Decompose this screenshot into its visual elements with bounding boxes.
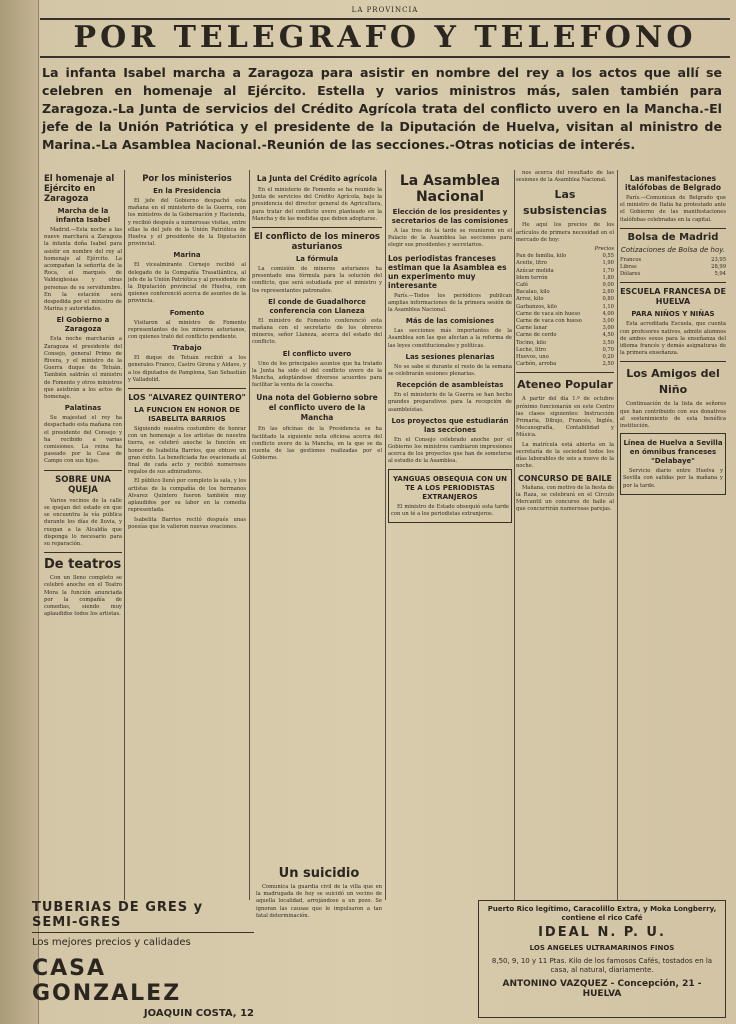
column-rule	[617, 170, 618, 900]
column-5	[516, 170, 614, 890]
boxed-note	[388, 469, 512, 523]
article-suicidio	[256, 866, 382, 920]
headline-queja: SOBRE UNA QUEJA	[55, 474, 111, 495]
price-row-price: 0,20	[602, 354, 614, 361]
bolsa-row-price: 5,94	[714, 271, 726, 278]
divider	[128, 388, 246, 389]
bolsa-row-price: 23,95	[711, 256, 726, 263]
bolsa-row-item: Francos	[620, 256, 642, 263]
headline-nota: Una nota del Gobierno sobre el conflicto uvero de la Mancha	[256, 393, 378, 423]
price-row-price: 1,70	[602, 267, 614, 274]
subhead-yanguas: YANGUAS OBSEQUIA CON UN TE A LOS PERIODISTAS EXTRANJEROS	[393, 474, 507, 501]
body-text: Con un lleno completo se celebró anoche en el Teatro Mora la función anunciada por la compañía de comedias, siendo muy aplaudidos todos los artistas.	[44, 575, 122, 618]
body-text: Mañana, con motivo de la fiesta de la Raza, se celebrará en el Círculo Mercantil un concurso de baile al que concurrirán numerosas parejas.	[516, 484, 614, 513]
price-row-price: 1,80	[602, 274, 614, 281]
subhead-gobierno: El Gobierno a Zaragoza	[56, 316, 110, 334]
price-row-item: Tocino, kilo	[516, 339, 547, 346]
price-row-price: 1,10	[602, 303, 614, 310]
masthead: LA PROVINCIA	[351, 6, 419, 14]
price-row-item: Garbanzos, kilo	[516, 303, 557, 310]
body-text: Madrid.—Esta noche a las nueve marchará a Zaragoza la infanta doña Isabel para asistir en nombre del rey al homenaje al Ejército. La acompañan la señorita de la Roca, el marqués de Valdeiglesias y otras personas de su servidumbre. En la estación será despedida por el ministro de Marina y autoridades.	[44, 227, 122, 313]
body-text: Las secciones más importantes de la Asamblea son las que afectan a la reforma de las leyes constitucionales y políticas.	[388, 328, 512, 349]
subhead-uvero: El conflicto uvero	[282, 349, 352, 358]
body-text: El vicealmirante Cornejo recibió al delegado de la Compañía Trasatlántica, al jefe de la Unión Patriótica y al presidente de la Diputación provincial de Huelva, con quienes conferenció acerca de asuntos de la provincia.	[128, 262, 246, 305]
price-row-item: Carne de vaca sin hueso	[516, 310, 581, 317]
subhead-presidencia: En la Presidencia	[153, 187, 221, 195]
body-text: En el ministerio de la Guerra se han hecho grandes preparativos para la recepción de asambleístas.	[388, 392, 512, 413]
price-row	[516, 275, 614, 282]
body-text: Continuación de la lista de señores que han contribuido con sus donativos al sostenimiento de esta benéfica institución.	[620, 401, 726, 430]
body-text: En el ministerio de Fomento se ha reunido la Junta de servicios del Crédito Agrícola, bajo la presidencia del director general de Agricultura, para tratar del conflicto uvero planteado en la Mancha y de las medidas que deben adoptarse.	[252, 187, 382, 222]
price-row-price: 2,60	[602, 289, 614, 296]
divider	[44, 470, 122, 471]
price-row-item: Pan de familia, kilo	[516, 253, 567, 260]
divider	[252, 227, 382, 228]
subhead-comisiones: Más de las comisiones	[405, 317, 495, 326]
price-row-price: 9,00	[602, 282, 614, 289]
subhead-fomento: Fomento	[169, 308, 205, 317]
price-row	[516, 340, 614, 347]
body-text: El público llenó por completo la sala, y los artistas de la compañía de los hermanos Alvarez Quintero fueron también muy aplaudidos por su labor en la comedia representada.	[128, 478, 246, 514]
divider	[620, 361, 726, 362]
price-row-item: Carbón, arroba	[516, 361, 557, 368]
price-row-price: 2,50	[602, 361, 614, 368]
price-row-price: 0,80	[602, 296, 614, 303]
headline-credito: La Junta del Crédito agrícola	[256, 174, 378, 183]
body-text: Servicio diario entre Huelva y Sevilla con salidas por la mañana y por la tarde.	[623, 468, 723, 489]
price-row	[516, 318, 614, 325]
headline-subsistencias: Las subsistencias	[523, 188, 607, 218]
headline-asamblea: La Asamblea Nacional	[399, 173, 501, 205]
column-rule	[514, 170, 515, 900]
price-row	[516, 332, 614, 339]
price-row	[516, 325, 614, 332]
headline-teatros: De teatros	[44, 557, 122, 573]
body-text: El ministro de Estado obsequió esta tarde con un té a los periodistas extranjeros.	[391, 503, 509, 517]
headline-ministerios: Por los ministerios	[142, 174, 232, 184]
divider	[620, 228, 726, 229]
body-text: Varios vecinos de la calle se quejan del estado en que se encuentra la vía pública durante los días de lluvia, y ruegan a la Alcaldía que disponga lo necesario para su reparación.	[44, 497, 122, 547]
ad-tuberias: TUBERIAS DE GRES y SEMI-GRES	[32, 900, 254, 933]
headline-homenaje: El homenaje al Ejército en Zaragoza	[44, 174, 115, 204]
price-row	[516, 361, 614, 368]
ad-casa-gonzalez	[32, 900, 254, 1019]
body-text: A las tres de la tarde se reunieron en el Palacio de la Asamblea las secciones para elegir sus presidentes y secretarios.	[388, 228, 512, 249]
body-text: Siguiendo nuestra costumbre de honrar con un homenaje a los artistas de nuestra tierra, se celebró anoche la función en honor de Isabelita Barrios, que obtuvo un gran éxito. La beneficiada fue ovacionada al final de cada acto y recibió numerosos regalos de sus admiradores.	[128, 426, 246, 476]
subhead-guadalhorce: El conde de Guadalhorce conferencia con Llaneza	[268, 297, 366, 315]
column-1	[44, 170, 122, 900]
body-text: Visitaron al ministro de Fomento representantes de los mineros asturianos, con quienes trató del conflicto pendiente.	[128, 319, 246, 341]
headline-bolsa: Bolsa de Madrid	[627, 231, 719, 243]
ad-cafe-address: ANTONINO VAZQUEZ - Concepción, 21 - HUELVA	[502, 979, 702, 999]
price-row	[516, 260, 614, 267]
subhead-linea: Línea de Huelva a Sevilla en ómnibus franceses "Delabaye"	[623, 439, 723, 466]
ad-precios: Los mejores precios y calidades	[32, 937, 191, 948]
subhead-escuela: PARA NIÑOS Y NIÑAS	[631, 310, 715, 319]
ad-name: CASA GONZALEZ	[32, 956, 182, 1006]
subhead-trabajo: Trabajo	[172, 344, 202, 353]
subhead-plenarias: Las sesiones plenarias	[405, 352, 495, 361]
subhead-infanta: Marcha de la infanta Isabel	[55, 207, 111, 224]
column-rule	[249, 170, 250, 900]
bolsa-list	[620, 257, 726, 279]
ad-cafe-ideal	[478, 900, 726, 1018]
ad-cafe-line3: LOS ANGELES ULTRAMARINOS FINOS	[529, 944, 675, 952]
price-row-price: 1,90	[602, 260, 614, 267]
body-text: No se sabe si durante el resto de la semana se celebrarán sesiones plenarias.	[388, 363, 512, 378]
divider	[516, 372, 614, 373]
body-text: París.—Comunican de Belgrado que el ministro de Italia ha protestado ante el Gobierno de las manifestaciones italófobas celebradas en la capital.	[620, 195, 726, 223]
body-text: A partir del día 1.º de octubre próximo funcionarán en este Centro las clases siguientes: Instrucción Primaria, Dibujo, Francés, Inglés, Mecanografía, Contabilidad y Música.	[516, 396, 614, 439]
price-row-price: 0,70	[602, 346, 614, 353]
price-row-item: Bacalao, kilo	[516, 289, 550, 296]
prices-header	[516, 246, 614, 253]
headline-mineros: El conflicto de los mineros asturianos	[254, 232, 380, 253]
price-row-item: Arroz, kilo	[516, 296, 544, 303]
price-row	[516, 347, 614, 354]
body-text: Su majestad el rey ha despachado esta mañana con el presidente del Consejo y ha recibido a varias comisiones. La reina ha paseado por la Casa de Campo con sus hijos.	[44, 415, 122, 465]
price-row-price: 3,50	[602, 339, 614, 346]
column-4	[388, 170, 512, 865]
bolsa-row	[620, 257, 726, 264]
body-text: El jefe del Gobierno despachó esta mañana en el ministerio de la Guerra, con los ministros de la Gobernación y Hacienda, y recibió después a numerosas visitas, entre ellas la del jefe de la Unión Patriótica de Huelva y el presidente de la Diputación provincial.	[128, 198, 246, 248]
bolsa-row	[620, 271, 726, 278]
body-text: Esta acreditada Escuela, que cuenta con profesores nativos, admite alumnos de ambos sexos para la enseñanza del idioma francés y demás asignaturas de la primera enseñanza.	[620, 321, 726, 357]
body-text: La comisión de mineros asturianos ha presentado una fórmula para la solución del conflicto, que será estudiada por el ministro y los representantes patronales.	[252, 266, 382, 294]
headline-belgrado: Las manifestaciones italófobas de Belgrado	[625, 174, 721, 192]
subhead-formula: La fórmula	[295, 255, 339, 264]
subhead-recepcion: Recepción de asambleístas	[396, 381, 504, 390]
ad-cafe-line4: 8,50, 9, 10 y 11 Ptas. Kilo de los famosos Cafés, tostados en la casa, al natural, diariamente.	[491, 957, 713, 974]
headline-amigos: Los Amigos del Niño	[626, 367, 720, 397]
prices-title: Precios	[594, 246, 614, 253]
headline-ateneo: Ateneo Popular	[517, 378, 613, 392]
subhead-eleccion: Elección de los presidentes y secretarios de las comisiones	[391, 208, 509, 225]
boxed-note	[620, 433, 726, 495]
body-text: nos acerca del resultado de las sesiones de la Asamblea Nacional.	[516, 170, 614, 184]
body-text: París.—Todos los periódicos publican amplias informaciones de la primera sesión de la Asamblea Nacional.	[388, 292, 512, 314]
body-text: Uno de los principales asuntos que ha tratado la Junta ha sido el del conflicto uvero de la Mancha, adoptándose diversos acuerdos para facilitar la venta de la cosecha.	[252, 360, 382, 389]
body-text: Comunica la guardia civil de la villa que en la madrugada de hoy se suicidó un vecino de aquella localidad, arrojándose a un pozo. Se ignoran las causas que le impulsaron a tan fatal determinación.	[256, 884, 382, 919]
subhead-proyectos: Los proyectos que estudiarán las secciones	[391, 416, 509, 434]
headline-franceses: Los periodistas franceses estiman que la Asamblea es un experimento muy interesante	[388, 253, 507, 290]
bolsa-row-item: Dólares	[620, 271, 641, 278]
bolsa-row-item: Libras	[620, 264, 637, 271]
price-row-item: Idem terrón	[516, 274, 548, 281]
price-row-item: Carne lanar	[516, 325, 548, 332]
left-page-margin	[0, 0, 39, 1024]
price-row-price: 3,00	[602, 318, 614, 325]
price-row-item: Café	[516, 282, 529, 289]
body-text: Isabelita Barrios recitó después unas poesías que le valieron nuevas ovaciones.	[128, 516, 246, 530]
bolsa-row-price: 28,99	[711, 264, 726, 271]
column-2	[128, 170, 246, 890]
subhead-marina: Marina	[173, 251, 201, 260]
headline-suicidio: Un suicidio	[278, 866, 360, 881]
prices-list	[516, 253, 614, 368]
subhead-palatinas: Palatinas	[64, 404, 102, 413]
price-row	[516, 304, 614, 311]
price-row-item: Aceite, litro	[516, 260, 547, 267]
price-row-price: 0,55	[602, 253, 614, 260]
subhead-bolsa: Cotizaciones de Bolsa de hoy.	[620, 245, 726, 254]
subhead-funcion: LA FUNCION EN HONOR DE ISABELITA BARRIOS	[134, 406, 240, 424]
divider	[44, 552, 122, 553]
price-row-item: Carne de cerdo	[516, 332, 557, 339]
lede-summary: La infanta Isabel marcha a Zaragoza para asistir en nombre del rey a los actos que allí se celebren en homenaje al Ejército. Estella y varios ministros más, salen también para Zaragoza.-La Junta de servicios del Crédito Agrícola trata del conflicto uvero en la Mancha.-El jefe de la Unión Patriótica y el presidente de la Diputación de Huelva, visitan al ministro de Marina.-La Asamblea Nacional.-Reunión de las secciones.-Otras noticias de interés.	[42, 65, 722, 152]
headline-quintero: LOS "ALVAREZ QUINTERO"	[128, 393, 246, 403]
price-row-price: 3,00	[602, 325, 614, 332]
price-row-item: Carne de vaca con hueso	[516, 318, 582, 325]
price-row	[516, 311, 614, 318]
price-row	[516, 253, 614, 260]
column-3	[252, 170, 382, 770]
price-row-item: Leche, litro	[516, 346, 547, 353]
price-row-price: 4,50	[602, 332, 614, 339]
column-6	[620, 170, 726, 890]
body-text: En el Consejo celebrado anoche por el Gobierno los ministros cambiaron impresiones acerca de los proyectos que han de someterse al estudio de la Asamblea.	[388, 436, 512, 465]
price-row	[516, 268, 614, 275]
column-rule	[124, 170, 125, 900]
body-text: Esta noche marcharán a Zaragoza el presidente del Consejo, general Primo de Rivera, y el ministro de la Guerra duque de Tetuán. También saldrán el ministro de Fomento y otros ministros que asistirán a los actos de homenaje.	[44, 336, 122, 401]
body-text: El duque de Tetuán recibió a los generales Franco, Castro Girona y Aldave, y a los diputados de Pamplona, San Sebastián y Valladolid.	[128, 355, 246, 383]
subhead-baile: CONCURSO DE BAILE	[518, 473, 612, 483]
divider	[620, 282, 726, 283]
price-row	[516, 289, 614, 296]
ad-cafe-line1: Puerto Rico legítimo, Caracolillo Extra, y Moka Longberry, contiene el rico Café	[487, 905, 717, 922]
body-text: La matrícula está abierta en la secretaría de la sociedad todos los días laborables de seis a nueve de la noche.	[516, 441, 614, 470]
body-text: He aquí los precios de los artículos de primera necesidad en el mercado de hoy:	[516, 222, 614, 243]
price-row	[516, 296, 614, 303]
price-row-price: 4,00	[602, 310, 614, 317]
ad-address: JOAQUIN COSTA, 12	[143, 1008, 254, 1019]
body-text: En las oficinas de la Presidencia se ha facilitado la siguiente nota oficiosa acerca del conflicto uvero de la Mancha, en la que se da cuenta de las gestiones realizadas por el Gobierno.	[252, 426, 382, 462]
headline-escuela: ESCUELA FRANCESA DE HUELVA	[620, 287, 726, 307]
column-rule	[385, 170, 386, 900]
price-row-item: Huevos, uno	[516, 354, 549, 361]
ad-cafe-brand: IDEAL N. P. U.	[538, 925, 666, 940]
price-row	[516, 282, 614, 289]
main-headline: POR TELEGRAFO Y TELEFONO	[40, 18, 730, 58]
price-row-item: Azúcar molida	[516, 267, 554, 274]
body-text: El ministro de Fomento conferenció esta mañana con el secretario de los obreros mineros, señor Llaneza, acerca del estado del conflicto.	[252, 317, 382, 346]
